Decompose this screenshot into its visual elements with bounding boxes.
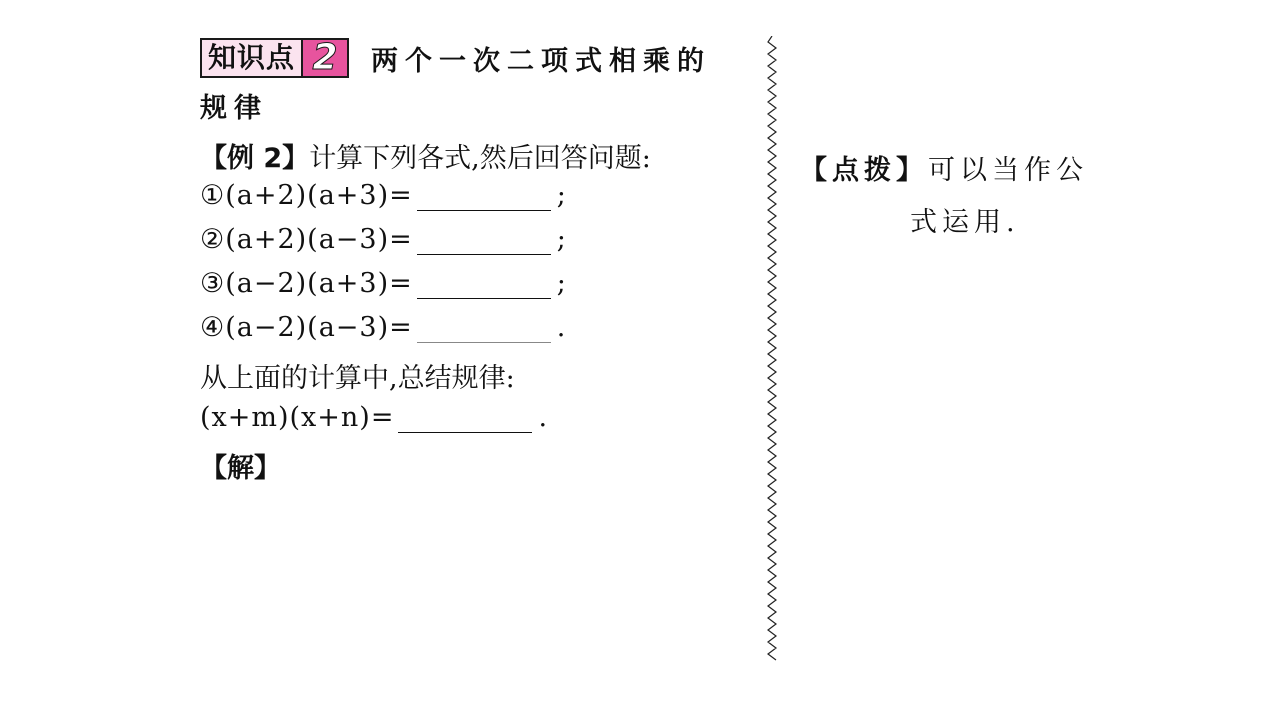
rule-punctuation: . (538, 402, 548, 433)
knowledge-point-heading (200, 36, 711, 80)
exercise-expression: ①(a+2)(a+3)= (200, 180, 413, 211)
exercise-item-3 (200, 268, 566, 299)
tip-label: 【点拨】 (800, 155, 928, 186)
answer-blank[interactable] (398, 404, 532, 433)
exercise-item-2 (200, 224, 566, 255)
answer-blank[interactable] (417, 270, 551, 299)
badge-number: 2 (303, 40, 347, 76)
exercise-expression: ②(a+2)(a−3)= (200, 224, 413, 255)
exercise-punctuation: ; (556, 268, 566, 299)
example-prompt: 计算下列各式,然后回答问题: (309, 143, 651, 174)
rule-expression: (x+m)(x+n)= (200, 402, 395, 433)
summary-prompt: 从上面的计算中,总结规律: (200, 363, 515, 394)
tip-text: 可以当作公 (928, 155, 1088, 186)
exercise-expression: ④(a−2)(a−3)= (200, 312, 413, 343)
exercise-punctuation: ; (556, 224, 566, 255)
exercise-item-4 (200, 312, 565, 343)
answer-blank[interactable] (417, 182, 551, 211)
rule-line (200, 402, 547, 433)
answer-blank[interactable] (417, 314, 551, 343)
heading-title: 两个一次二项式相乘的 (371, 45, 712, 77)
answer-blank[interactable] (417, 226, 551, 255)
zigzag-divider (764, 36, 780, 662)
exercise-punctuation: ; (556, 180, 566, 211)
badge-label: 知识点 (202, 40, 303, 76)
heading-title-continuation: 规律 (200, 93, 268, 124)
exercise-item-1 (200, 180, 566, 211)
example-label: 【例 2】 (200, 143, 310, 174)
example-prompt-line (200, 136, 651, 175)
tip-line (800, 148, 1088, 187)
tip-text-continuation: 式运用. (910, 207, 1020, 238)
knowledge-point-badge (200, 38, 349, 78)
exercise-punctuation: . (556, 312, 566, 343)
exercise-expression: ③(a−2)(a+3)= (200, 268, 413, 299)
solution-label: 【解】 (200, 453, 281, 484)
